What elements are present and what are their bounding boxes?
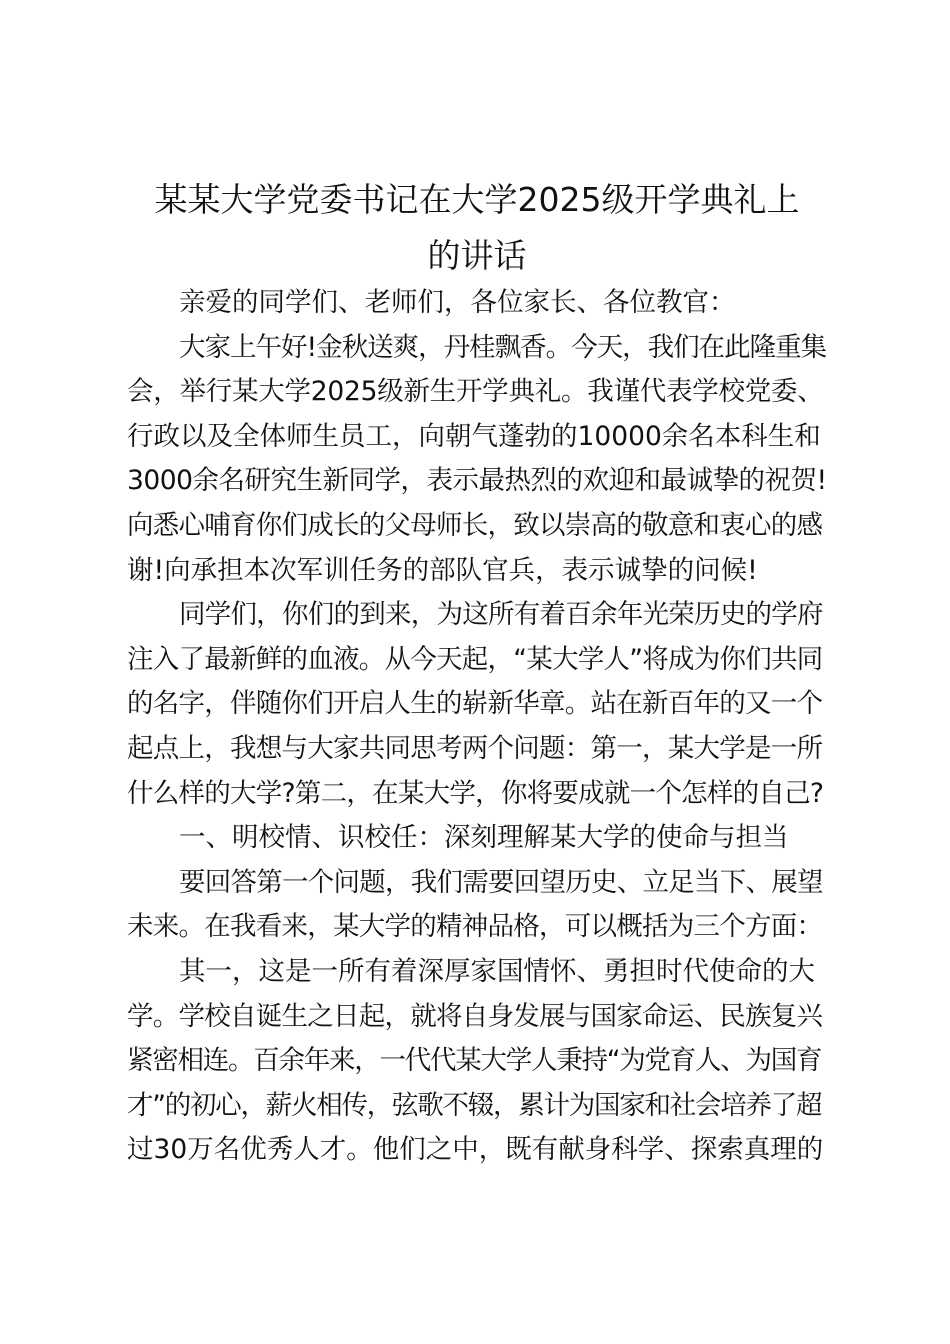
text-line: 会，举行某大学2025级新生开学典礼。我谨代表学校党委、: [127, 376, 824, 408]
text-line: 向悉心哺育你们成长的父母师长，致以崇高的敬意和衷心的感: [127, 509, 823, 541]
text-line: 要回答第一个问题，我们需要回望历史、立足当下、展望: [179, 866, 823, 898]
text-line: 3000余名研究生新同学，表示最热烈的欢迎和最诚挚的祝贺!: [127, 465, 827, 497]
document-body: [127, 281, 827, 1173]
text-line: 谢!向承担本次军训任务的部队官兵，表示诚挚的问候!: [127, 554, 758, 586]
text-line: 过30万名优秀人才。他们之中，既有献身科学、探索真理的: [127, 1134, 824, 1166]
title-line-1: 某某大学党委书记在大学2025级开学典礼上: [154, 180, 800, 219]
text-line: 同学们，你们的到来，为这所有着百余年光荣历史的学府: [179, 599, 823, 631]
text-line: 起点上，我想与大家共同思考两个问题：第一，某大学是一所: [127, 732, 823, 764]
title-line-2: 的讲话: [427, 236, 527, 275]
text-line: 未来。在我看来，某大学的精神品格，可以概括为三个方面：: [127, 911, 823, 943]
text-line: 紧密相连。百余年来，一代代某大学人秉持“为党育人、为国育: [127, 1045, 822, 1077]
salutation-line: 亲爱的同学们、老师们，各位家长、各位教官：: [179, 287, 736, 318]
text-line: 什么样的大学?第二，在某大学，你将要成就一个怎样的自己?: [127, 777, 824, 809]
section-heading: 一、明校情、识校任：深刻理解某大学的使命与担当: [179, 822, 789, 854]
document-title: [115, 172, 839, 284]
text-line: 其一，这是一所有着深厚家国情怀、勇担时代使命的大: [179, 955, 815, 987]
text-line: 才”的初心，薪火相传，弦歌不辍，累计为国家和社会培养了超: [127, 1089, 822, 1121]
text-line: 大家上午好!金秋送爽，丹桂飘香。今天，我们在此隆重集: [179, 331, 827, 363]
text-line: 行政以及全体师生员工，向朝气蓬勃的10000余名本科生和: [127, 420, 821, 452]
text-line: 注入了最新鲜的血液。从今天起，“某大学人”将成为你们共同: [127, 643, 823, 675]
text-line: 学。学校自诞生之日起，就将自身发展与国家命运、民族复兴: [127, 1000, 823, 1032]
text-line: 的名字，伴随你们开启人生的崭新华章。站在新百年的又一个: [127, 688, 823, 720]
